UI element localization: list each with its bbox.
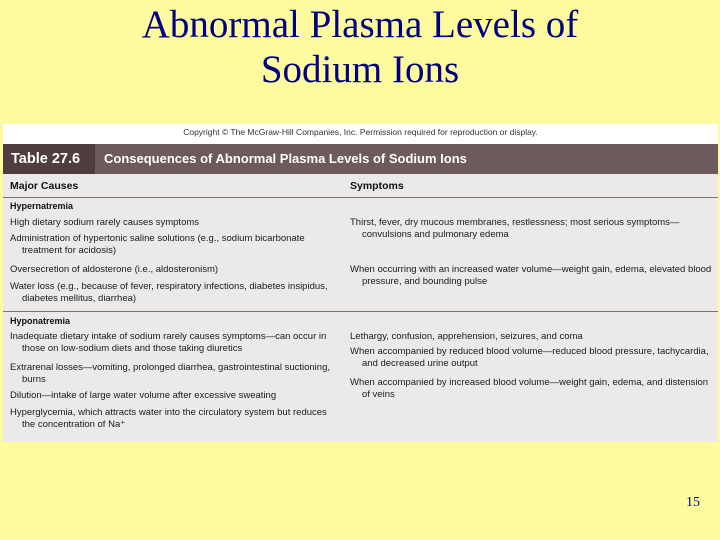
hypo-cause-1: Inadequate dietary intake of sodium rarely causes symptoms—can occur in those on low-sodium diets and those taking diuretics xyxy=(10,331,327,354)
table-image xyxy=(3,124,718,442)
hyper-cause-1: High dietary sodium rarely causes symptoms xyxy=(10,217,200,228)
hypo-cause-2: Extrarenal losses—vomiting, prolonged diarrhea, gastrointestinal suctioning, burns xyxy=(10,362,331,385)
column-header-causes: Major Causes xyxy=(10,180,79,192)
hypo-cause-4: Hyperglycemia, which attracts water into the circulatory system but reduces the concentration of Na⁺ xyxy=(10,407,327,430)
header-divider xyxy=(3,197,718,198)
hyper-symptom-1: Thirst, fever, dry mucous membranes, restlessness; most serious symptoms—convulsions and pulmonary edema xyxy=(350,217,680,240)
table-caption: Consequences of Abnormal Plasma Levels of Sodium Ions xyxy=(104,151,467,166)
copyright-notice: Copyright © The McGraw-Hill Companies, Inc. Permission required for reproduction or display. xyxy=(3,124,718,144)
slide-title-line-2: Sodium Ions xyxy=(260,48,460,91)
page-number: 15 xyxy=(686,495,700,510)
table-header-bar xyxy=(3,144,718,174)
hyper-cause-3: Oversecretion of aldosterone (i.e., aldosteronism) xyxy=(10,264,219,275)
column-header-symptoms: Symptoms xyxy=(350,180,404,192)
hypo-symptom-2: When accompanied by reduced blood volume—reduced blood pressure, tachycardia, and decreased urine output xyxy=(350,346,709,369)
hyper-cause-2: Administration of hypertonic saline solutions (e.g., sodium bicarbonate treatment for acidosis) xyxy=(10,233,305,256)
section-heading-hyponatremia: Hyponatremia xyxy=(10,316,71,326)
hypo-symptom-3: When accompanied by increased blood volume—weight gain, edema, and distension of veins xyxy=(350,377,709,400)
section-divider xyxy=(3,311,718,312)
slide-title xyxy=(0,2,720,92)
table-number: Table 27.6 xyxy=(3,144,95,174)
section-heading-hypernatremia: Hypernatremia xyxy=(10,201,74,211)
hyper-symptom-2: When occurring with an increased water volume—weight gain, edema, elevated blood pressure, and bounding pulse xyxy=(350,264,712,287)
hyper-cause-4: Water loss (e.g., because of fever, respiratory infections, diabetes insipidus, diabetes mellitus, diarrhea) xyxy=(10,281,328,304)
hypo-symptom-1: Lethargy, confusion, apprehension, seizures, and coma xyxy=(350,331,583,342)
slide-title-line-1: Abnormal Plasma Levels of xyxy=(141,3,579,46)
hypo-cause-3: Dilution—intake of large water volume after excessive sweating xyxy=(10,390,277,401)
